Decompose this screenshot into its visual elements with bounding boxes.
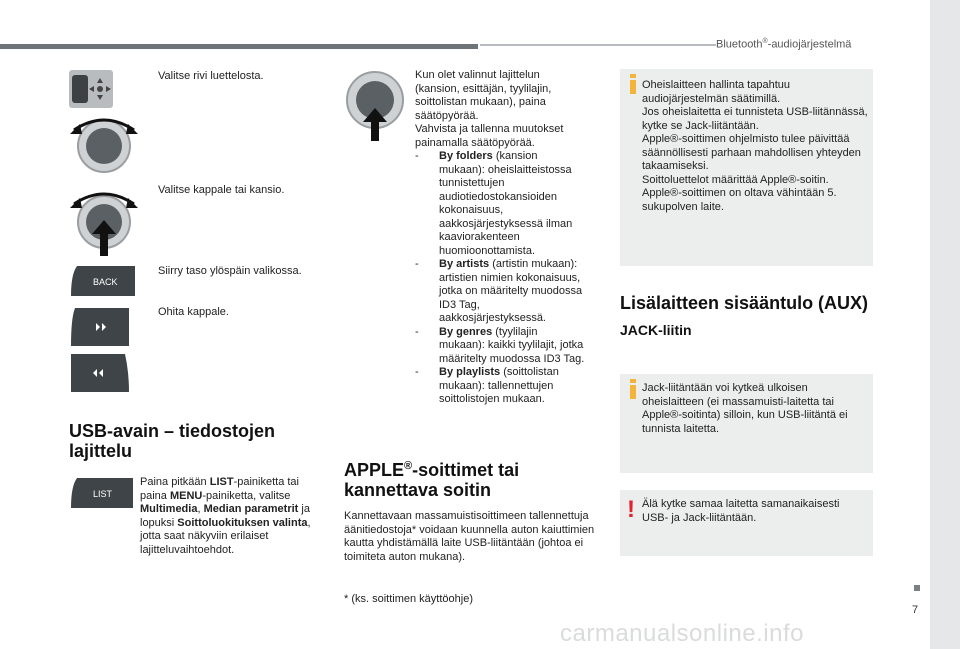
info-line: Apple®-soittimen on oltava vähintään 5. sukupolven laite.: [642, 187, 837, 213]
jack-info-text: Jack-liitäntään voi kytkeä ulkoisen oheislaitteen (ei massamuisti-laitetta tai Apple®-soitinta) silloin, kun USB-liitäntä ei tunnista laitetta.: [642, 382, 848, 435]
list-button-icon: [69, 476, 135, 515]
warning-icon: !: [627, 496, 635, 523]
back-button-icon: [69, 264, 137, 303]
joystick-icon: [69, 70, 113, 113]
usb-sorting-text: Paina pitkään LIST-painiketta tai paina MENU-painiketta, valitse Multimedia, Median parametrit ja lopuksi Soittoluokituksen valinta, jotta saat näkyviin erilaiset lajitteluvaihtoehdot.: [140, 476, 311, 556]
info-line: Jos oheislaitetta ei tunnisteta USB-liitännässä, kytke se Jack-liitäntään.: [642, 106, 868, 132]
sorting-intro: Kun olet valinnut lajittelun (kansion, esittäjän, tyylilajin, soittolistan mukaan), paina säätöpyörää.: [415, 69, 552, 122]
list-button-label: LIST: [93, 489, 113, 499]
apple-players-heading: APPLE®-soittimet tai kannettava soitin: [344, 460, 520, 500]
step-select-row: Valitse rivi luettelosta.: [158, 70, 264, 82]
info-box-jack: [620, 374, 873, 473]
page-number: 7: [912, 604, 919, 616]
rotary-knob-press-large-icon: [344, 68, 406, 147]
sorting-confirm: Vahvista ja tallenna muutokset painamalla säätöpyörää.: [415, 123, 564, 149]
info-icon: [630, 74, 636, 94]
info-line: Soittoluettelot määrittää Apple®-soitin.: [642, 173, 829, 186]
sort-option-artists: - By artists (artistin mukaan): artistien nimien kokonaisuus, jotka on määritelty muodossa ID3 Tag, aakkosjärjestyksessä.: [415, 258, 583, 324]
info-line: Apple®-soittimen ohjelmisto tulee päivittää säännöllisesti parhaan mahdollisen yhteyden takaamiseksi.: [642, 133, 861, 172]
info-box-device-control: [620, 69, 873, 266]
aux-input-heading: Lisälaitteen sisääntulo (AUX): [620, 293, 869, 313]
sorting-instructions: [415, 69, 585, 407]
rotary-knob-turn-icon: [68, 112, 140, 174]
header-rule-dark: [0, 44, 478, 49]
apple-players-text: Kannettavaan massamuistisoittimeen tallennettuja äänitiedostoja* voidaan kuunnella auton kaiuttimien kautta yhdistämällä laite USB-liitäntään (johtoa ei toimiteta auton mukana).: [344, 510, 595, 563]
jack-connector-heading: JACK-liitin: [620, 322, 692, 338]
previous-track-button-icon: [69, 352, 131, 399]
back-button-label: BACK: [93, 277, 118, 287]
sort-option-folders: - By folders (kansion mukaan): oheislaitteistossa tunnistettujen audiotiedostokansioiden kokonaisuus, aakkosjärjestyksessä ilman kaaviorakenteen huomioonottamista.: [415, 150, 573, 257]
page-header-title: Bluetooth®-audiojärjestelmä: [716, 38, 852, 51]
footnote: * (ks. soittimen käyttöohje): [344, 593, 473, 605]
sort-option-genres: - By genres (tyylilajin mukaan): kaikki tyylilajit, jotka määritelty muodossa ID3 Tag.: [415, 325, 585, 365]
watermark: carmanualsonline.info: [560, 620, 804, 647]
header-rule-light: [480, 44, 716, 46]
info-line: Oheislaitteen hallinta tapahtuu audiojärjestelmän säätimillä.: [642, 79, 790, 105]
warning-box: [620, 490, 873, 556]
next-track-button-icon: [69, 306, 131, 353]
step-go-up: Siirry taso ylöspäin valikossa.: [158, 265, 302, 277]
warning-text: Älä kytke samaa laitetta samanaikaisesti USB- ja Jack-liitäntään.: [642, 498, 840, 524]
page-side-tab: [930, 0, 960, 649]
section-end-marker: [914, 585, 920, 591]
sort-option-playlists: - By playlists (soittolistan mukaan): tallennettujen soittolistojen mukaan.: [415, 366, 559, 405]
info-icon: [630, 379, 636, 399]
rotary-knob-press-icon: [68, 186, 140, 248]
step-select-track: Valitse kappale tai kansio.: [158, 184, 285, 196]
step-skip-track: Ohita kappale.: [158, 306, 229, 318]
usb-sorting-heading: USB-avain – tiedostojen lajittelu: [69, 421, 276, 461]
